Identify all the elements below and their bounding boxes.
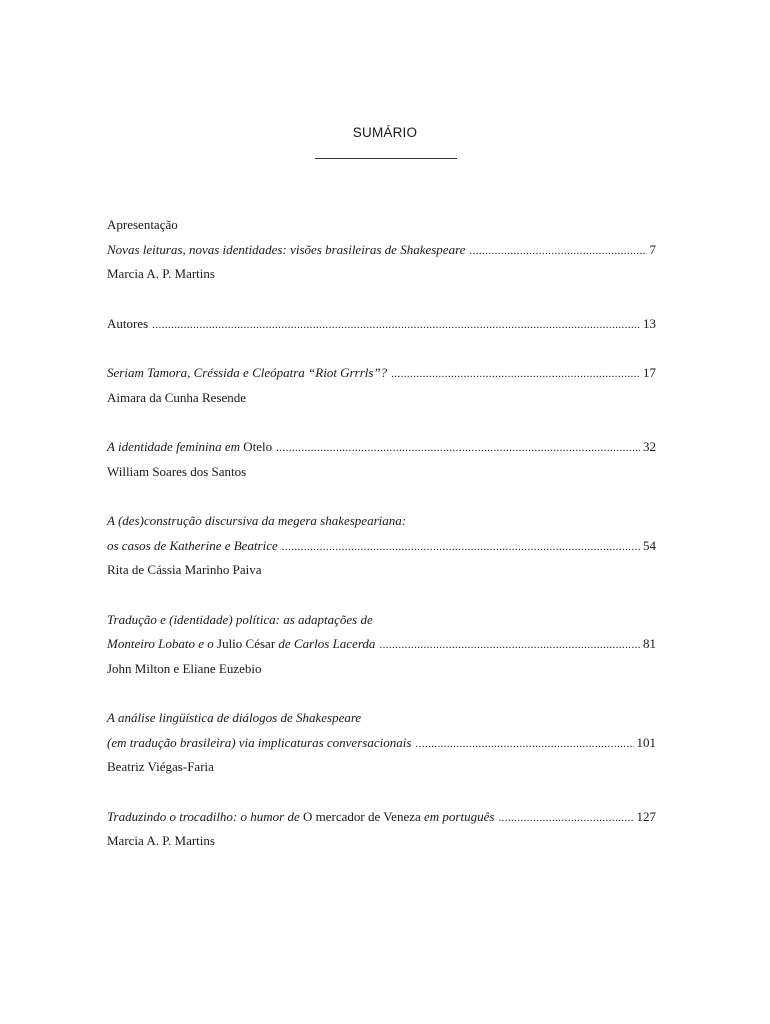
toc-entry-author: Marcia A. P. Martins xyxy=(107,266,215,281)
toc-leader-dots xyxy=(152,317,640,334)
title-underline xyxy=(315,158,457,159)
toc-page-number: 7 xyxy=(649,241,656,257)
table-of-contents xyxy=(107,216,656,857)
toc-entry-presentation xyxy=(107,216,656,290)
toc-entry-title-line2: Monteiro Lobato e o Julio César de Carlos Lacerda xyxy=(107,636,376,651)
toc-entry xyxy=(107,709,656,783)
toc-entry xyxy=(107,611,656,685)
toc-page-number: 81 xyxy=(643,636,656,651)
toc-leader-dots xyxy=(282,539,640,556)
toc-leader-dots xyxy=(379,637,640,654)
toc-entry-title-line2: (em tradução brasileira) via implicaturas conversacionais xyxy=(107,734,412,750)
toc-entry-title: Autores xyxy=(107,315,149,331)
toc-page-number: 32 xyxy=(643,439,656,454)
toc-section-label: Apresentação xyxy=(107,217,178,232)
toc-entry-title-line1: Tradução e (identidade) política: as adaptações de xyxy=(107,611,373,627)
page-title: SUMÁRIO xyxy=(352,125,418,140)
toc-leader-dots xyxy=(415,736,633,753)
toc-entry-author: Marcia A. P. Martins xyxy=(107,833,215,848)
toc-entry xyxy=(107,438,656,487)
toc-entry-title: Seriam Tamora, Créssida e Cleópatra “Riot Grrrls”? xyxy=(107,365,388,380)
toc-entry-title-line2: os casos de Katherine e Beatrice xyxy=(107,537,278,553)
toc-leader-dots xyxy=(498,810,633,827)
toc-entry-title: A identidade feminina em Otelo xyxy=(107,439,273,454)
toc-leader-dots xyxy=(469,243,646,260)
toc-page-number: 101 xyxy=(636,734,656,750)
toc-entry xyxy=(107,808,656,857)
toc-page-number: 17 xyxy=(643,365,656,380)
toc-entry-author: Aimara da Cunha Resende xyxy=(107,389,246,405)
toc-leader-dots xyxy=(276,440,640,457)
toc-entry xyxy=(107,512,656,586)
toc-entry-author: John Milton e Eliane Euzebio xyxy=(107,660,262,676)
toc-entry-authors xyxy=(107,315,656,340)
toc-entry-author: William Soares dos Santos xyxy=(107,463,247,479)
toc-page-number: 54 xyxy=(643,537,656,553)
toc-entry-author: Beatriz Viégas-Faria xyxy=(107,759,214,774)
toc-entry-title-line1: A (des)construção discursiva da megera shakespeariana: xyxy=(107,513,407,528)
toc-entry-title: Traduzindo o trocadilho: o humor de O mercador de Veneza em português xyxy=(107,808,495,824)
toc-entry xyxy=(107,364,656,413)
toc-leader-dots xyxy=(391,366,640,383)
toc-entry-author: Rita de Cássia Marinho Paiva xyxy=(107,562,262,577)
toc-page-number: 127 xyxy=(636,808,656,824)
toc-entry-title: Novas leituras, novas identidades: visões brasileiras de Shakespeare xyxy=(107,241,466,257)
toc-page-number: 13 xyxy=(643,315,656,331)
toc-entry-title-line1: A análise lingüística de diálogos de Shakespeare xyxy=(107,710,362,725)
